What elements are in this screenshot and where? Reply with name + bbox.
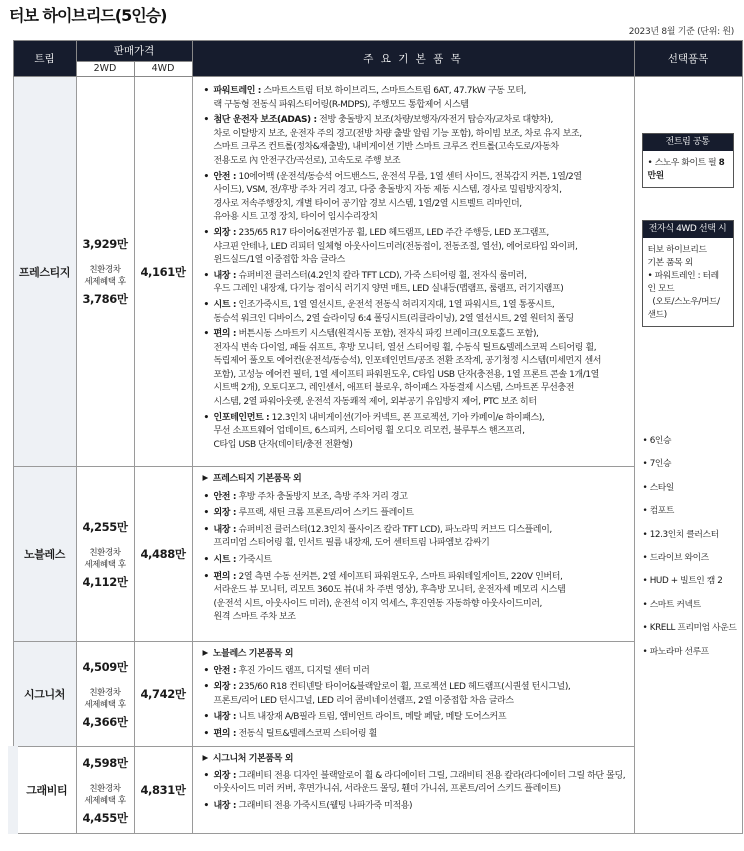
feature-item: • 안전 : 10에어백 (운전석/동승석 어드밴스드, 운전석 무릎, 1열 센터 사이드, 전복감지 커튼, 1열/2열 사이드), VSM, 전/후방 주차 거리 경고, 다중 충돌방지 자동 제동 시스템, 경사로 밀림방지장치, 경사로 저속주행장치, 개별 타이어 공기압 경보 시스템, 1열/2열 시트벨트 리마인더, 유아용 시트 고정 장치, 타이어 임시수리장치 [203, 171, 626, 225]
header-sale-price: 판매가격 [76, 41, 192, 62]
option-box-header: 전트림 공통 [643, 134, 733, 151]
feature-item: • 내장 : 슈퍼비전 클러스터(12.3인치 풀사이즈 칼라 TFT LCD), 파노라믹 커브드 디스플레이, 프리미엄 스티어링 휠, 인서트 필름 내장재, 도어 센터트림 나파엠보 감싸기 [203, 524, 626, 551]
benefit-label: 세제혜택 후 [84, 277, 126, 287]
price-2wd-signature [76, 642, 134, 747]
header-4wd: 4WD [134, 61, 192, 76]
feature-item: • 내장 : 슈퍼비전 클러스터(4.2인치 칼라 TFT LCD), 가죽 스티어링 휠, 전자식 룸미러, 우드 그레인 내장재, 다기능 접이식 러기지 양면 매트, LED 실내등(맵램프, 룸램프, 러기지램프) [203, 270, 626, 297]
benefit-label: 친환경차 [89, 547, 121, 558]
header-features: 주 요 기 본 품 목 [192, 41, 634, 77]
feature-item: • 안전 : 후방 주차 충돌방지 보조, 측방 주차 거리 경고 [203, 491, 626, 505]
option-item: • 스마트 커넥트 [642, 599, 701, 610]
page-title: 터보 하이브리드(5인승) [9, 6, 167, 25]
feature-item: • 외장 : 루프랙, 새틴 크롬 프론트/리어 스키드 플레이트 [203, 507, 626, 521]
feature-item: • 첨단 운전자 보조(ADAS) : 전방 충돌방지 보조(차량/보행자/자전거 탑승자/교차로 대향차), 차로 이탈방지 보조, 운전자 주의 경고(전방 차량 출발 알림 기능 포함), 하이빔 보조, 차로 유지 보조, 스마트 크루즈 컨트롤(정차&재출발), 내비게이션 기반 스마트 크루즈 컨트롤(고속도로/자동차 전용도로 內 안전구간/곡선로), 고속도로 주행 보조 [203, 114, 626, 168]
feature-item: • 내장 : 그래비티 전용 가죽시트(웰팅 나파가죽 미적용) [203, 800, 626, 814]
feature-heading: ▶ 시그니처 기본품목 외 [203, 752, 626, 767]
option-box-body: • 스노우 화이트 펄 8만원 [647, 158, 725, 181]
unit-note: 2023년 8월 기준 (단위: 원) [628, 27, 734, 37]
trim-gravity: 그래비티 [13, 747, 76, 834]
price-4wd-noblesse: 4,488만 [134, 467, 192, 642]
option-item: • 6인승 [642, 436, 672, 446]
feature-heading: ▶ 프레스티지 기본품목 외 [203, 472, 626, 487]
options-column [634, 77, 742, 834]
feature-item: • 외장 : 235/60 R18 컨티넨탈 타이어&블랙알로이 휠, 프로젝션 LED 헤드램프(시퀀셜 턴시그널), 프론트/리어 LED 턴시그널, LED 리어 콤비네이션램프, 2열 이중접합 차음 글라스 [203, 681, 626, 708]
benefit-label: 세제혜택 후 [84, 559, 126, 570]
benefit-label: 친환경차 [89, 687, 121, 698]
benefit-label: 친환경차 [89, 265, 121, 275]
features-noblesse [192, 467, 634, 642]
price-4wd-signature: 4,742만 [134, 642, 192, 747]
option-box-common [642, 133, 734, 188]
price-2wd-noblesse [76, 467, 134, 642]
price-after-benefit: 4,112만 [82, 574, 128, 589]
features-gravity [192, 747, 634, 834]
price-after-benefit: 4,455만 [82, 810, 128, 825]
header-trim: 트림 [13, 41, 76, 77]
feature-item: • 외장 : 그래비티 전용 디자인 블랙알로이 휠 & 라디에이터 그릴, 그래비티 전용 칼라(라디에이터 그릴 하단 몰딩, 아웃사이드 미러 커버, 후면가니쉬, 서라운드 몰딩, 휀더 가니쉬, 프론트/리어 스키드 플레이트) [203, 770, 626, 797]
trim-prestige: 프레스티지 [13, 77, 76, 467]
feature-item: • 안전 : 후진 가이드 램프, 디지털 센터 미러 [203, 665, 626, 679]
option-item: • 컴포트 [642, 506, 674, 517]
option-item: • 파노라마 선루프 [642, 646, 709, 657]
price-after-benefit: 4,366만 [82, 714, 128, 729]
option-box-header: 전자식 4WD 선택 시 [643, 221, 733, 238]
feature-item: • 시트 : 가죽시트 [203, 554, 626, 568]
price-4wd-prestige: 4,161만 [134, 77, 192, 467]
features-prestige [192, 77, 634, 467]
price-2wd-prestige [76, 77, 134, 467]
feature-item: • 편의 : 버튼시동 스마트키 시스템(원격시동 포함), 전자식 파킹 브레이크(오토홀드 포함), 전자식 변속 다이얼, 패들 쉬프트, 후방 모니터, 열선 스티어링 휠, 수동식 틸트&텔레스코픽 스티어링 휠, 독립제어 풀오토 에어컨(운전석/동승석), 인포테인먼트/공조 전환 조작계, 공기청정 시스템(미세먼지 센서 포함), 고성능 에어컨 필터, 1열 세이프티 파워윈도우, C타입 USB 단자(충전용, 1열 프론트 콘솔 1개/1열 시트백 2개), 오토디포그, 레인센서, 애프터 블로우, 하이패스 자동결제 시스템, 스마트폰 무선충전 시스템, 2열 파워아웃렛, 운전석 자동쾌적 제어, 외부공기 유입방지 제어, PTC 보조 히터 [203, 328, 626, 410]
price-table [8, 40, 743, 834]
feature-item: • 편의 : 전동식 틸트&텔레스코픽 스티어링 휠 [203, 728, 626, 742]
feature-item: • 시트 : 인조가죽시트, 1열 열선시트, 운전석 전동식 허리지지대, 1열 파워시트, 1열 통풍시트, 동승석 워크인 디바이스, 2열 슬라이딩 6:4 폴딩시트(리클라이닝), 2열 열선시트, 2열 원터치 폴딩 [203, 299, 626, 326]
price-2wd: 3,929만 [82, 237, 128, 251]
benefit-label: 세제혜택 후 [84, 795, 126, 806]
price-2wd: 4,598만 [82, 755, 128, 770]
trim-signature: 시그니처 [13, 642, 76, 747]
header-options: 선택품목 [634, 41, 742, 77]
option-box-body: 터보 하이브리드 기본 품목 외 • 파워트레인 : 터레인 모드 (오토/스노우/머드/샌드) [647, 245, 720, 320]
features-signature [192, 642, 634, 747]
feature-heading: ▶ 노블레스 기본품목 외 [203, 647, 626, 662]
option-item: • 스타일 [642, 482, 674, 493]
option-item: • 7인승 [642, 459, 672, 470]
price-2wd-gravity [76, 747, 134, 834]
option-item: • KRELL 프리미엄 사운드 [642, 623, 737, 634]
feature-item: • 인포테인먼트 : 12.3인치 내비게이션(기아 커넥트, 폰 프로젝션, 기아 카페이/e 하이패스), 무선 소프트웨어 업데이트, 6스피커, 스티어링 휠 오디오 리모컨, 블루투스 핸즈프리, C타입 USB 단자(데이터/충전 전환형) [203, 412, 626, 453]
price-2wd: 4,255만 [82, 519, 128, 534]
feature-item: • 내장 : 니트 내장재 A/B필라 트림, 엠비언트 라이트, 메탈 페달, 메탈 도어스커프 [203, 711, 626, 725]
benefit-label: 친환경차 [89, 783, 121, 794]
benefit-label: 세제혜택 후 [84, 699, 126, 710]
option-list [643, 430, 737, 664]
price-2wd: 4,509만 [82, 659, 128, 674]
option-item: • 드라이브 와이즈 [642, 553, 709, 564]
feature-item: • 편의 : 2열 측면 수동 선커튼, 2열 세이프티 파워윈도우, 스마트 파워테일게이트, 220V 인버터, 서라운드 뷰 모니터, 리모트 360도 뷰(내 차 주변 영상), 후측방 모니터, 운전자세 메모리 시스템 (운전석 시트, 아웃사이드 미러), 운전석 이지 억세스, 후진연동 자동하향 아웃사이드미러, 원격 스마트 주차 보조 [203, 571, 626, 625]
trim-noblesse: 노블레스 [13, 467, 76, 642]
feature-item: • 파워트레인 : 스마트스트림 터보 하이브리드, 스마트스트림 6AT, 47.7kW 구동 모터, 랙 구동형 전동식 파워스티어링(R-MDPS), 주행모드 통합제어 시스템 [203, 85, 626, 112]
option-item: • HUD + 빌트인 캠 2 [642, 576, 723, 587]
header-2wd: 2WD [76, 61, 134, 76]
option-box-4wd [642, 220, 734, 327]
price-after-benefit: 3,786만 [82, 292, 128, 306]
price-4wd-gravity: 4,831만 [134, 747, 192, 834]
option-item: • 12.3인치 클러스터 [642, 529, 719, 540]
feature-item: • 외장 : 235/65 R17 타이어&전면가공 휠, LED 헤드램프, LED 주간 주행등, LED 포그램프, 샤크핀 안테나, LED 리피터 일체형 아웃사이드미러(전동접이, 전동조절, 열선), 에어로타입 와이퍼, 윈드실드/1열 이중접합 차음 글라스 [203, 227, 626, 268]
